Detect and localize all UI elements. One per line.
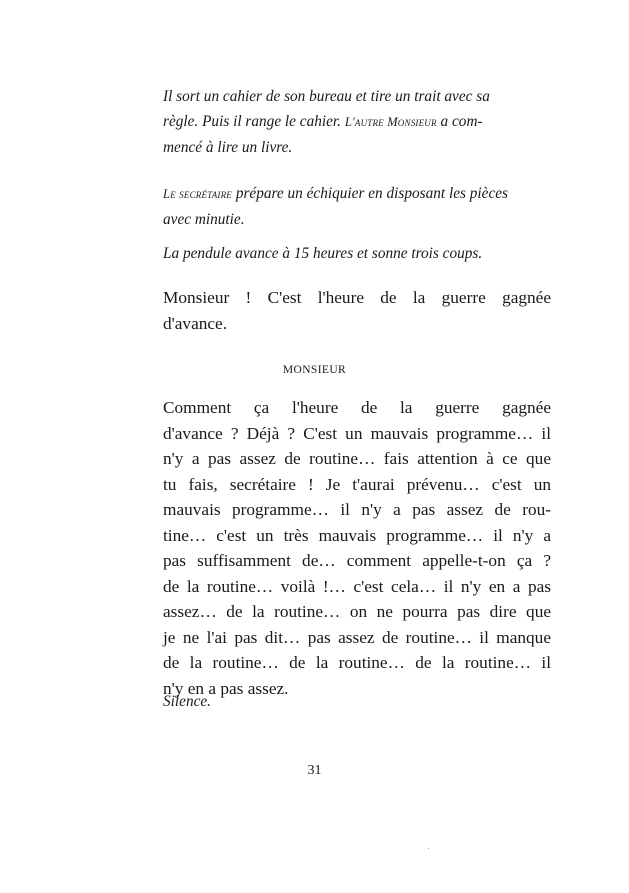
word: Comment <box>163 398 232 417</box>
text-line: d'avance. <box>163 313 228 333</box>
stage-direction-2 <box>163 181 551 232</box>
text-line: tu fais, secrétaire ! Je t'aurai prévenu… c'est un <box>163 474 551 494</box>
word: l'heure <box>291 398 339 417</box>
stage-direction-3 <box>163 241 551 266</box>
text-line: d'avance ? Déjà ? C'est un mauvais programme… il <box>163 423 551 443</box>
word: guerre <box>435 398 480 417</box>
word: C'est <box>267 288 302 307</box>
text-line: n'y a pas assez de routine… fais attention à ce que <box>163 449 551 468</box>
word: la <box>412 288 426 307</box>
text-line: de la routine… de la routine… de la routine… il <box>163 653 551 672</box>
text-line: La pendule avance à 15 heures et sonne trois coups. <box>163 245 483 262</box>
text-line: pas suffisamment de… comment appelle-t-on ça ? <box>163 551 551 570</box>
text-segment: a com- <box>436 113 483 130</box>
word: Monsieur <box>163 288 230 307</box>
text-line: mauvais programme… il n'y a pas assez de rou- <box>163 500 551 519</box>
text-line: avec minutie. <box>163 211 245 228</box>
text-line: Il sort un cahier de son bureau et tire un trait avec sa <box>163 88 490 105</box>
justified-line <box>163 285 551 311</box>
stage-direction-4 <box>163 689 551 714</box>
text-line <box>163 181 551 207</box>
word: gagnée <box>502 288 551 307</box>
text-line: je ne l'ai pas dit… pas assez de routine… il manque <box>163 627 551 647</box>
stage-direction-1 <box>163 84 551 160</box>
text-segment: prépare un échiquier en disposant les pièces <box>232 185 508 202</box>
page-number: 31 <box>307 763 322 778</box>
character-name: Le secrétaire <box>163 187 232 201</box>
justified-line <box>163 395 551 421</box>
text-line: n'y en a pas assez. <box>163 678 289 698</box>
text-line: assez… de la routine… on ne pourra pas dire que <box>163 602 551 621</box>
word: ça <box>253 398 270 417</box>
word: ! <box>245 288 252 307</box>
speech-2 <box>163 395 551 701</box>
text-line: tine… c'est un très mauvais programme… il n'y a <box>163 525 551 545</box>
character-name: L'autre Monsieur <box>344 115 437 129</box>
word: guerre <box>441 288 486 307</box>
word: gagnée <box>502 398 551 417</box>
word: de <box>360 398 378 417</box>
text-line: de la routine… voilà !… c'est cela… il n'y en a pas <box>163 576 551 596</box>
text-segment: règle. Puis il range le cahier. <box>163 113 345 130</box>
word: la <box>400 398 413 417</box>
speaker-label: MONSIEUR <box>282 364 347 376</box>
text-line: mencé à lire un livre. <box>163 139 293 156</box>
word: de <box>380 288 397 307</box>
scan-speck <box>428 848 429 849</box>
speech-1 <box>163 285 551 336</box>
word: l'heure <box>317 288 364 307</box>
text-line: Silence. <box>163 693 211 710</box>
text-line <box>163 109 551 135</box>
